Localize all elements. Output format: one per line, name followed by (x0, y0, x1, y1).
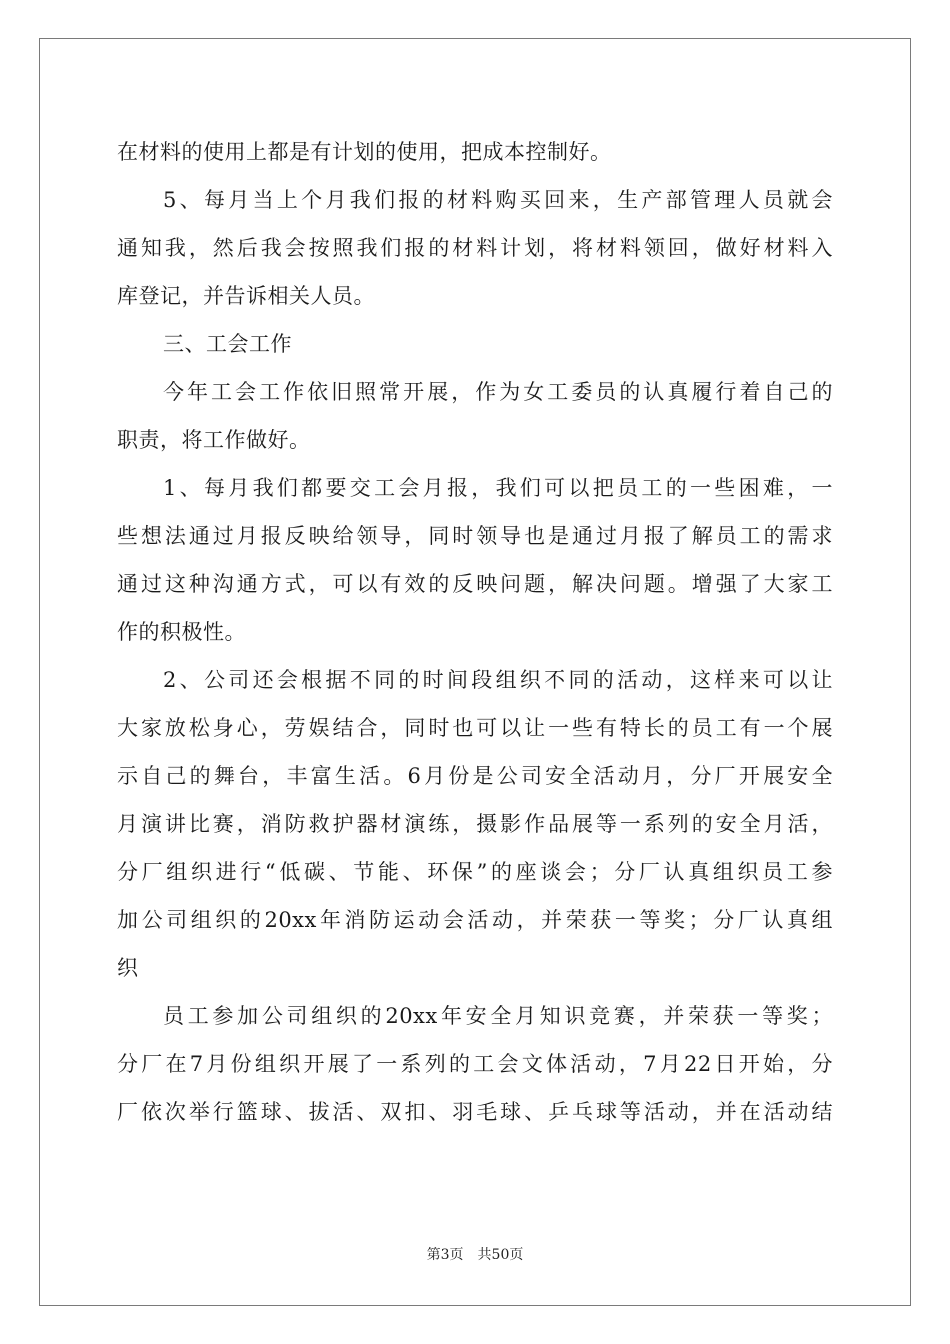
section-heading: 三、工会工作 (163, 332, 292, 356)
text-line: 分厂在7月份组织开展了一系列的工会文体活动，7月22日开始，分 (117, 1052, 833, 1076)
page-number-footer: 第3页 共50页 (426, 1247, 524, 1263)
text-line: 2、公司还会根据不同的时间段组织不同的活动，这样来可以让 (163, 668, 833, 692)
text-line: 1、每月我们都要交工会月报，我们可以把员工的一些困难，一 (163, 476, 833, 500)
text-line: 厂依次举行篮球、拔活、双扣、羽毛球、乒乓球等活动，并在活动结 (117, 1100, 833, 1124)
text-line: 员工参加公司组织的20xx年安全月知识竞赛，并荣获一等奖； (163, 1004, 833, 1028)
text-line: 通过这种沟通方式，可以有效的反映问题，解决问题。增强了大家工 (117, 572, 833, 596)
text-line: 加公司组织的20xx年消防运动会活动，并荣获一等奖；分厂认真组 (117, 908, 833, 932)
text-line: 职责，将工作做好。 (117, 428, 311, 452)
text-line: 织 (117, 956, 139, 980)
text-line: 库登记，并告诉相关人员。 (117, 284, 375, 308)
text-line: 作的积极性。 (117, 620, 246, 644)
text-line: 今年工会工作依旧照常开展，作为女工委员的认真履行着自己的 (163, 380, 833, 404)
text-line: 示自己的舞台，丰富生活。6月份是公司安全活动月，分厂开展安全 (117, 764, 833, 788)
text-line: 大家放松身心，劳娱结合，同时也可以让一些有特长的员工有一个展 (117, 716, 833, 740)
text-line: 分厂组织进行“低碳、节能、环保”的座谈会；分厂认真组织员工参 (117, 860, 833, 884)
text-line: 在材料的使用上都是有计划的使用，把成本控制好。 (117, 140, 612, 164)
text-line: 些想法通过月报反映给领导，同时领导也是通过月报了解员工的需求 (117, 524, 833, 548)
text-line: 通知我，然后我会按照我们报的材料计划，将材料领回，做好材料入 (117, 236, 833, 260)
text-line: 5、每月当上个月我们报的材料购买回来，生产部管理人员就会 (163, 188, 833, 212)
document-body (117, 128, 833, 1136)
text-line: 月演讲比赛，消防救护器材演练，摄影作品展等一系列的安全月活， (117, 812, 833, 836)
